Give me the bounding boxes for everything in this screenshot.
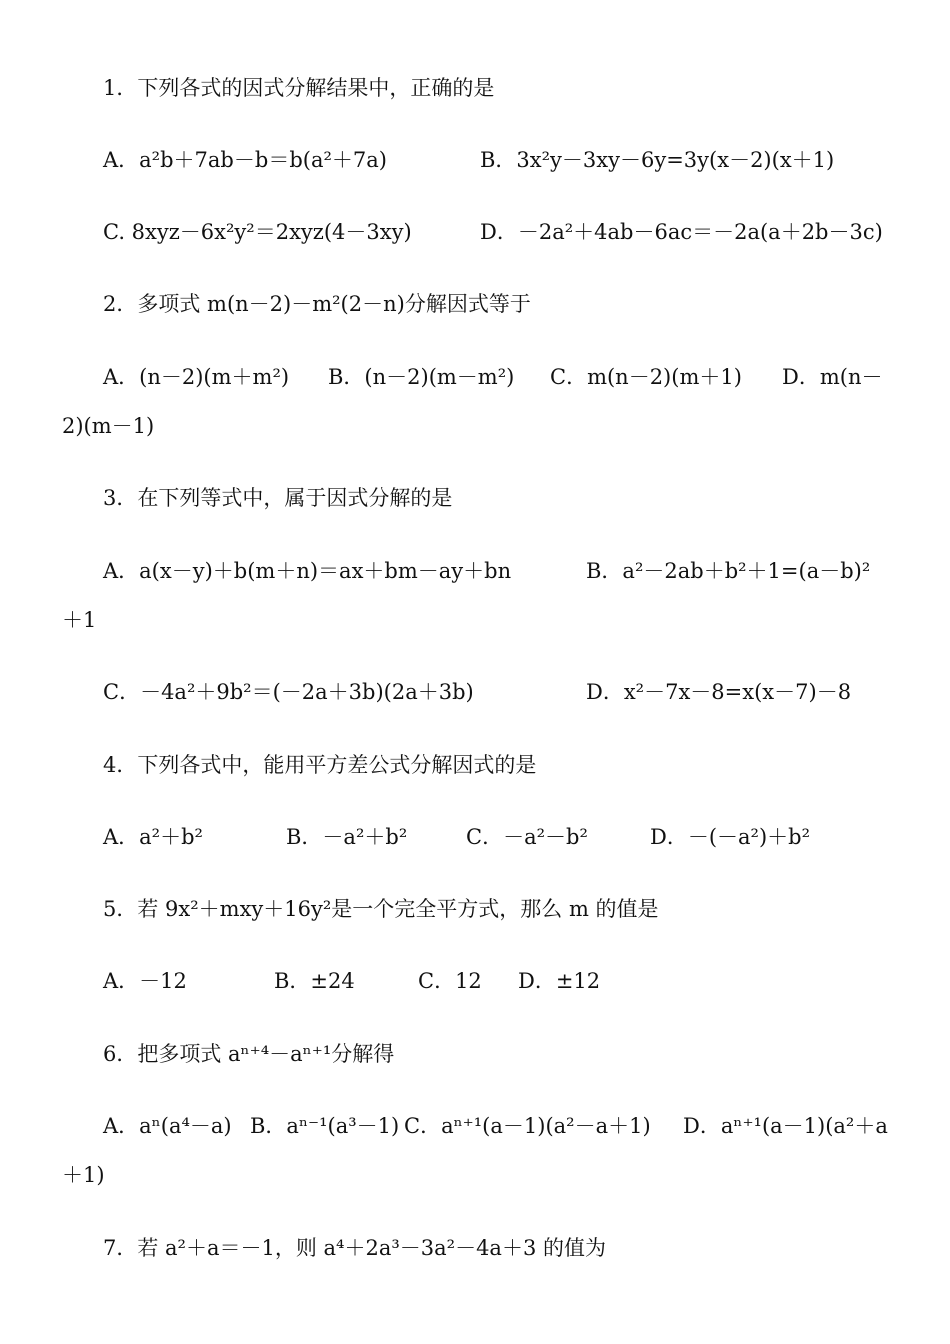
question-3-option-b: B．a²－2ab＋b²＋1=(a－b)² — [586, 559, 871, 583]
question-2-option-d-continued: 2)(m－1) — [62, 414, 155, 438]
question-4-option-a: A．a²＋b² — [103, 825, 203, 849]
question-5-option-d: D．±12 — [518, 969, 601, 993]
question-6-option-b: B．aⁿ⁻¹(a³－1) — [250, 1114, 400, 1138]
question-6-option-d-continued: ＋1) — [62, 1163, 105, 1187]
question-2-option-b: B．(n－2)(m－m²) — [328, 365, 515, 389]
question-1-stem: 1．下列各式的因式分解结果中，正确的是 — [103, 76, 495, 100]
question-4-option-b: B．－a²＋b² — [286, 825, 408, 849]
question-7-stem: 7．若 a²＋a＝－1，则 a⁴＋2a³－3a²－4a＋3 的值为 — [103, 1236, 606, 1260]
question-3-option-b-continued: ＋1 — [62, 608, 97, 632]
question-6-stem: 6．把多项式 aⁿ⁺⁴－aⁿ⁺¹分解得 — [103, 1042, 395, 1066]
question-3-option-c: C．－4a²＋9b²＝(－2a＋3b)(2a＋3b) — [103, 680, 474, 704]
question-5-option-a: A．－12 — [103, 969, 187, 993]
question-2-option-c: C．m(n－2)(m＋1) — [550, 365, 742, 389]
question-6-option-c: C．aⁿ⁺¹(a－1)(a²－a＋1) — [404, 1114, 651, 1138]
question-1-option-d: D．－2a²＋4ab－6ac＝－2a(a＋2b－3c) — [480, 220, 883, 244]
question-5-option-c: C．12 — [418, 969, 482, 993]
question-4-option-d: D．－(－a²)＋b² — [650, 825, 811, 849]
question-6-option-d: D．aⁿ⁺¹(a－1)(a²＋a — [683, 1114, 888, 1138]
question-1-option-c: C. 8xyz－6x²y²＝2xyz(4－3xy) — [103, 220, 412, 244]
question-5-option-b: B．±24 — [274, 969, 355, 993]
question-4-stem: 4．下列各式中，能用平方差公式分解因式的是 — [103, 753, 537, 777]
question-4-option-c: C．－a²－b² — [466, 825, 588, 849]
question-1-option-b: B．3x²y－3xy－6y=3y(x－2)(x＋1) — [480, 148, 835, 172]
question-6-option-a: A．aⁿ(a⁴－a) — [103, 1114, 232, 1138]
question-3-option-a: A．a(x－y)＋b(m＋n)＝ax＋bm－ay＋bn — [103, 559, 512, 583]
question-2-option-d: D．m(n－ — [782, 365, 883, 389]
question-2-option-a: A．(n－2)(m＋m²) — [103, 365, 290, 389]
question-1-option-a: A．a²b＋7ab－b＝b(a²＋7a) — [103, 148, 387, 172]
question-5-stem: 5．若 9x²＋mxy＋16y²是一个完全平方式，那么 m 的值是 — [103, 897, 659, 921]
question-3-stem: 3．在下列等式中，属于因式分解的是 — [103, 486, 453, 510]
question-2-stem: 2．多项式 m(n－2)－m²(2－n)分解因式等于 — [103, 292, 531, 316]
question-3-option-d: D．x²－7x－8=x(x－7)－8 — [586, 680, 852, 704]
